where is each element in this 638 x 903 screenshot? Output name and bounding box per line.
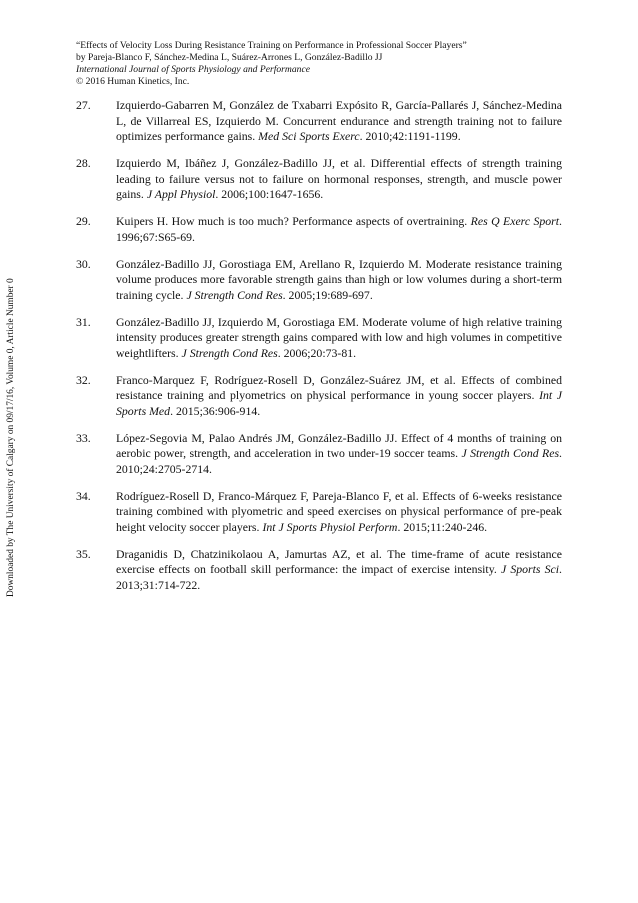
reference-citation: . 2005;19:689-697. [282, 287, 373, 302]
reference-text: González-Badillo JJ, Gorostiaga EM, Arellano R, Izquierdo M. Moderate resistance training volume produces more favorable strength gains than high or low volumes during a short-term training cycle. [116, 256, 562, 302]
reference-journal: Res Q Exerc Sport [470, 214, 560, 228]
reference-citation: . 2010;42:1191-1199. [359, 129, 461, 143]
reference-journal: Int J Sports Med [116, 388, 563, 418]
reference-item [76, 156, 562, 203]
reference-number: 32. [76, 372, 91, 387]
reference-item [76, 98, 562, 145]
reference-number: 34. [76, 488, 91, 503]
reference-number: 28. [76, 156, 91, 170]
reference-text: Kuipers H. How much is too much? Performance aspects of overtraining. [116, 214, 471, 228]
running-header [76, 40, 576, 88]
reference-journal: J Strength Cond Res [461, 446, 560, 460]
article-authors: by Pareja-Blanco F, Sánchez-Medina L, Suárez-Arrones L, González-Badillo JJ [76, 52, 383, 63]
reference-citation: . 2015;36:906-914. [170, 403, 261, 418]
reference-item [76, 315, 562, 362]
reference-number: 33. [76, 430, 91, 445]
reference-item [76, 489, 562, 536]
reference-journal: J Strength Cond Res [186, 287, 283, 302]
reference-journal: Med Sci Sports Exerc [258, 129, 360, 143]
reference-number: 30. [76, 256, 91, 271]
reference-item [76, 257, 562, 304]
reference-text: González-Badillo JJ, Izquierdo M, Gorostiaga EM. Moderate volume of high relative training intensity produces greater strength gains compared with low and high volumes in competitive weightlifters. [116, 314, 562, 360]
reference-journal: J Strength Cond Res [181, 345, 278, 360]
journal-name: International Journal of Sports Physiology and Performance [76, 64, 310, 75]
reference-item [76, 373, 562, 420]
reference-citation: . 2013;31:714-722. [116, 562, 562, 592]
article-title: “Effects of Velocity Loss During Resistance Training on Performance in Professional Soccer Players” [76, 40, 467, 51]
reference-text: Draganidis D, Chatzinikolaou A, Jamurtas AZ, et al. The time-frame of acute resistance exercise effects on football skill performance: the impact of exercise intensity. [116, 546, 562, 576]
reference-item [76, 431, 562, 478]
reference-text: Izquierdo-Gabarren M, González de Txabarri Expósito R, García-Pallarés J, Sánchez-Medina L, de Villarreal ES, Izquierdo M. Concurrent endurance and strength training not to failure optimizes performance gains. [116, 98, 562, 143]
reference-citation: . 1996;67:S65-69. [116, 214, 562, 244]
reference-text: Franco-Marquez F, Rodríguez-Rosell D, González-Suárez JM, et al. Effects of combined resistance training and plyometrics on physical performance in young soccer players. [116, 372, 562, 402]
download-watermark: Downloaded by The University of Calgary on 09/17/16, Volume 0, Article Number 0 [6, 278, 16, 597]
reference-item [76, 214, 562, 245]
reference-text: López-Segovia M, Palao Andrés JM, González-Badillo JJ. Effect of 4 months of training on aerobic power, strength, and acceleration in two under-19 soccer teams. [116, 430, 562, 460]
reference-citation: . 2006;100:1647-1656. [215, 187, 324, 201]
reference-item [76, 547, 562, 594]
reference-number: 31. [76, 314, 91, 329]
reference-citation: . 2010;24:2705-2714. [116, 446, 562, 476]
reference-text: Izquierdo M, Ibáñez J, González-Badillo JJ, et al. Differential effects of strength training leading to failure versus not to failure on hormonal responses, strength, and muscle power gains. [116, 156, 562, 201]
reference-citation: . 2006;20:73-81. [277, 345, 357, 360]
reference-number: 27. [76, 98, 91, 112]
reference-list [76, 98, 562, 605]
reference-journal: J Appl Physiol [146, 187, 216, 201]
reference-citation: . 2015;11:240-246. [397, 519, 488, 534]
reference-number: 35. [76, 546, 91, 561]
reference-number: 29. [76, 214, 91, 228]
reference-text: Rodríguez-Rosell D, Franco-Márquez F, Pareja-Blanco F, et al. Effects of 6-weeks resistance training combined with plyometric and speed exercises on physical performance of pre-peak height velocity soccer players. [116, 488, 562, 534]
copyright-notice: © 2016 Human Kinetics, Inc. [76, 76, 190, 87]
reference-journal: Int J Sports Physiol Perform [262, 519, 398, 534]
reference-journal: J Sports Sci [500, 562, 560, 576]
